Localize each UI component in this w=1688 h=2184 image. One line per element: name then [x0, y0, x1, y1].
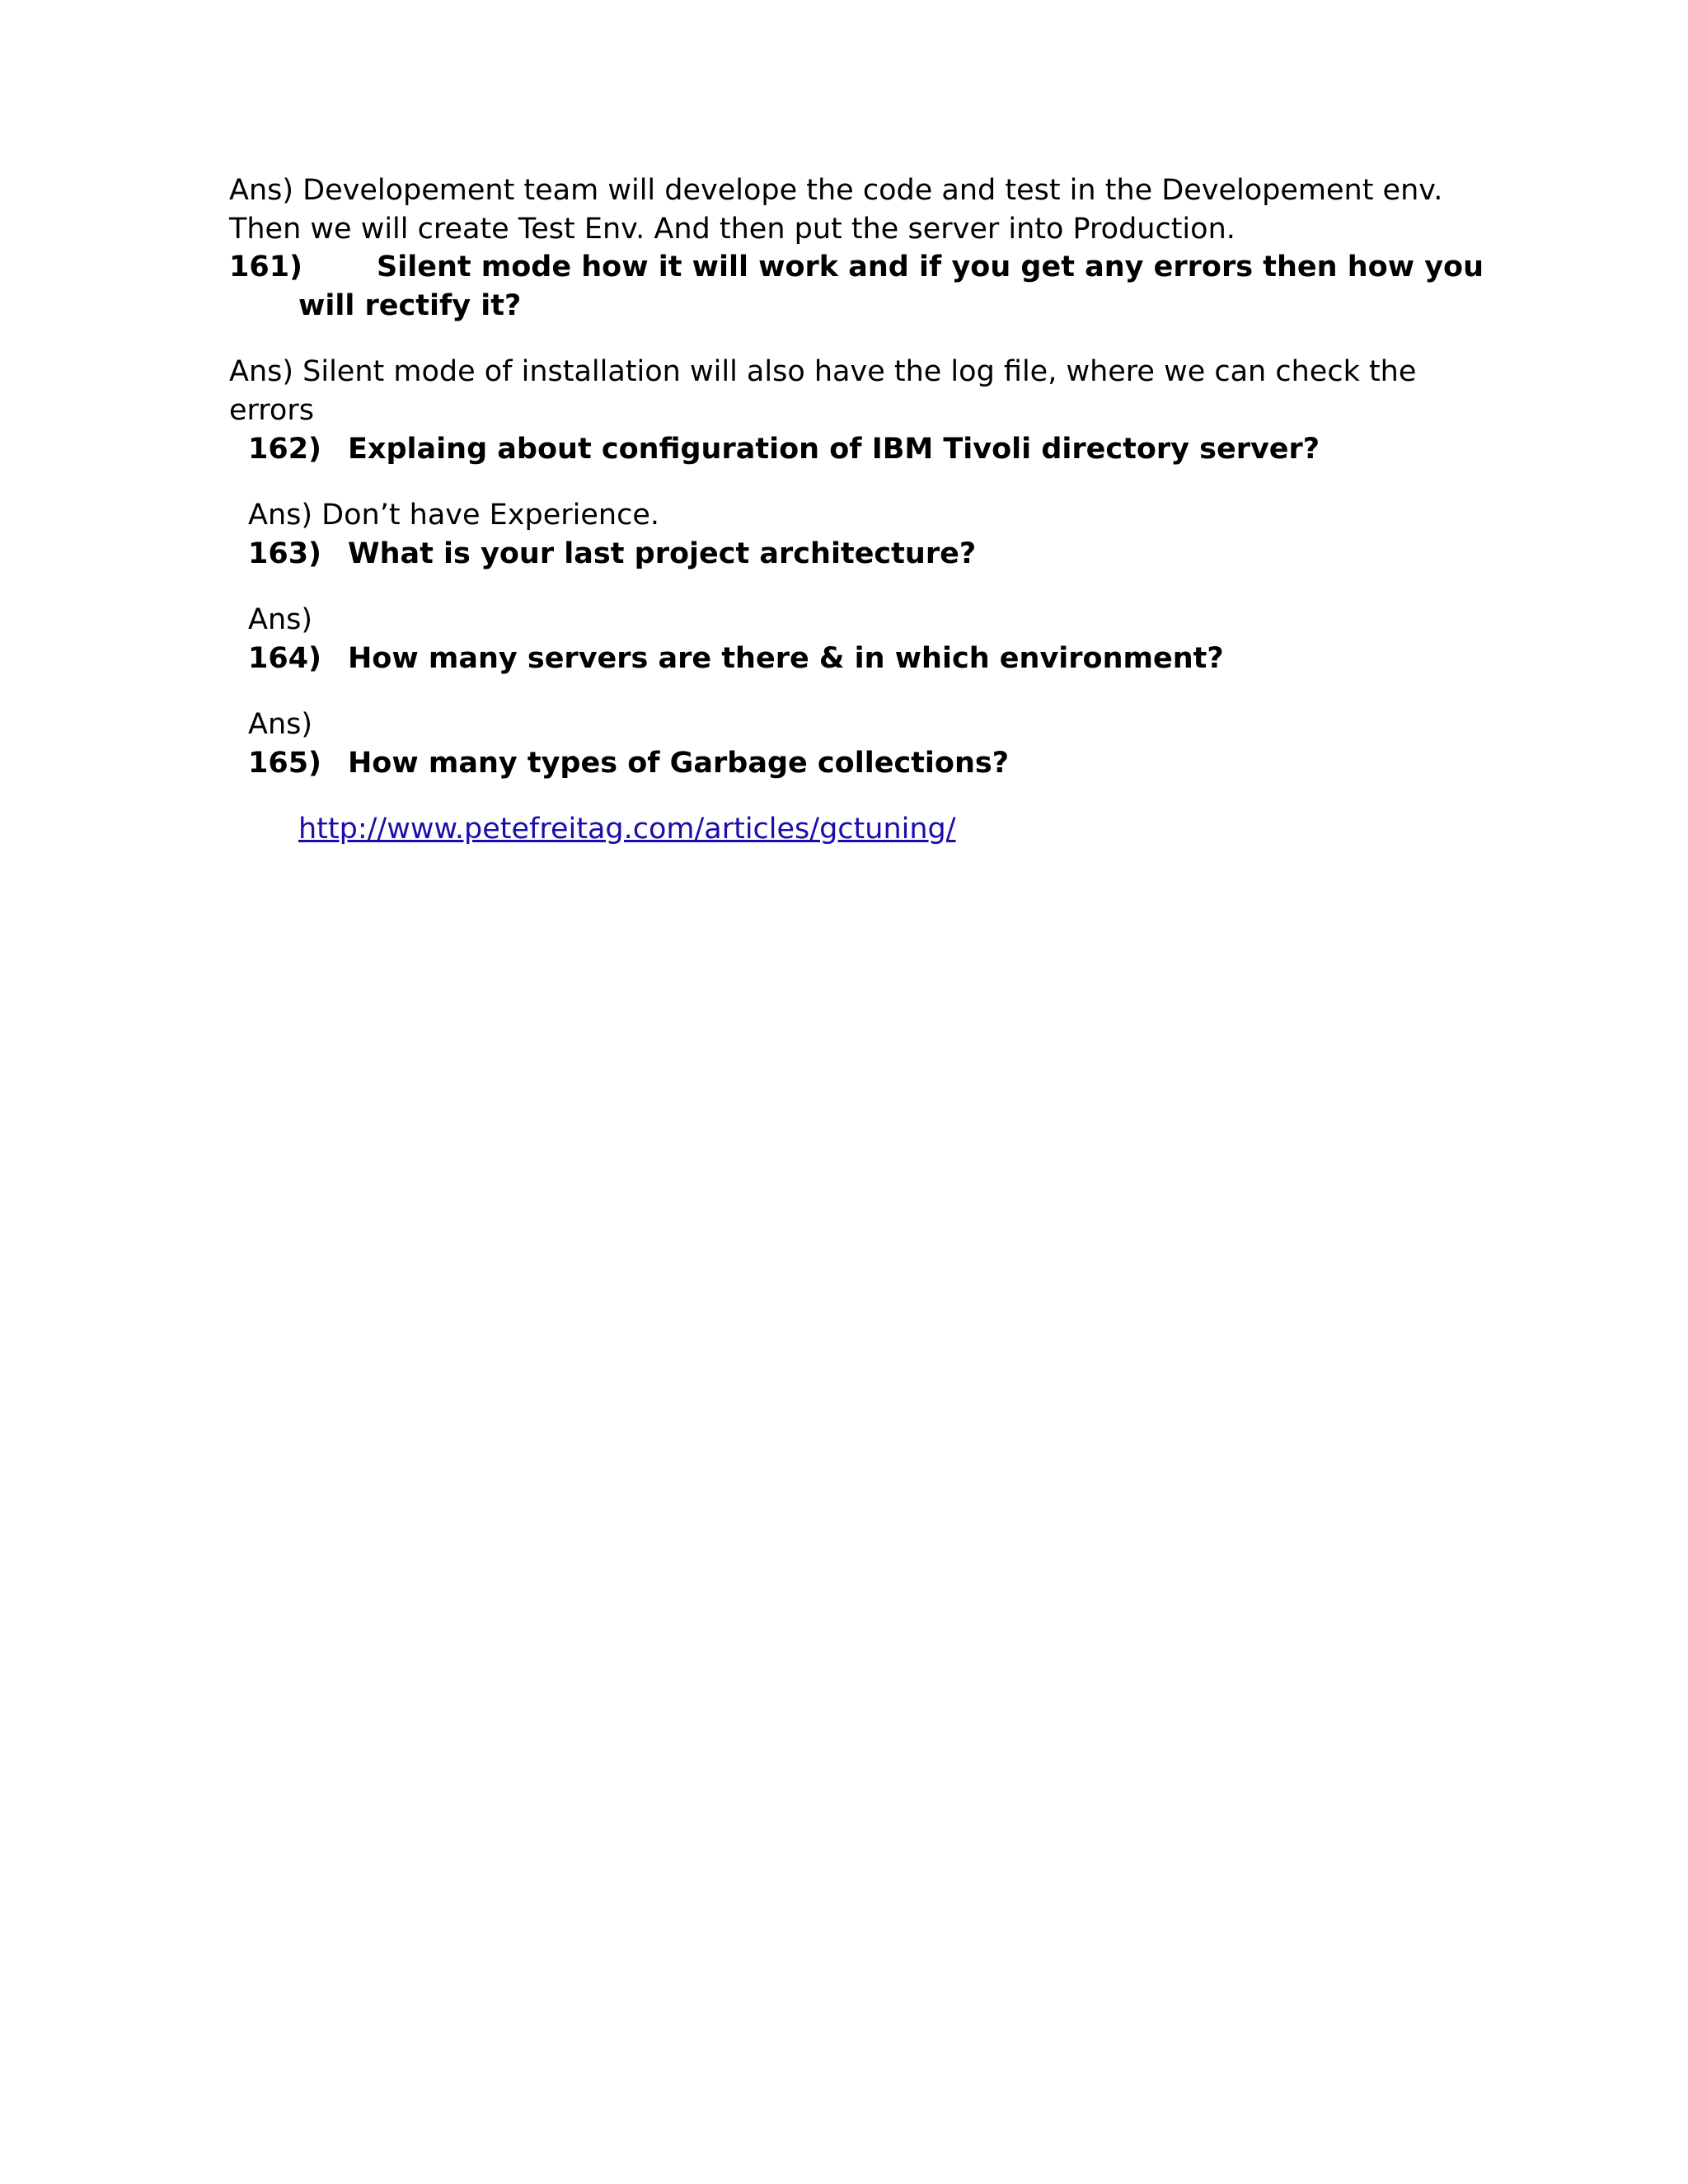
question-161-text-line-2: will rectify it?	[298, 289, 522, 322]
gc-tuning-link[interactable]: http://www.petefreitag.com/articles/gctuning/	[298, 813, 956, 846]
answer-162: Ans) Don’t have Experience.	[248, 499, 659, 532]
answer-161-line-2: errors	[229, 394, 314, 427]
question-162-text: Explaing about configuration of IBM Tivoli directory server?	[348, 433, 1320, 466]
answer-163: Ans)	[248, 603, 313, 636]
answer-160-line-2: Then we will create Test Env. And then put the server into Production.	[229, 213, 1236, 246]
answer-160-line-1: Ans) Developement team will develope the code and test in the Developement env.	[229, 174, 1443, 207]
question-162-number: 162)	[248, 433, 322, 466]
question-161-text-line-1: Silent mode how it will work and if you get any errors then how you	[377, 251, 1484, 284]
question-164-text: How many servers are there & in which environment?	[348, 642, 1224, 675]
question-163-number: 163)	[248, 537, 322, 570]
question-164-number: 164)	[248, 642, 322, 675]
question-165-text: How many types of Garbage collections?	[348, 747, 1010, 780]
answer-164: Ans)	[248, 708, 313, 741]
question-163-text: What is your last project architecture?	[348, 537, 977, 570]
question-161-number: 161)	[229, 251, 303, 284]
answer-161-line-1: Ans) Silent mode of installation will also have the log file, where we can check the	[229, 355, 1417, 388]
question-165-number: 165)	[248, 747, 322, 780]
